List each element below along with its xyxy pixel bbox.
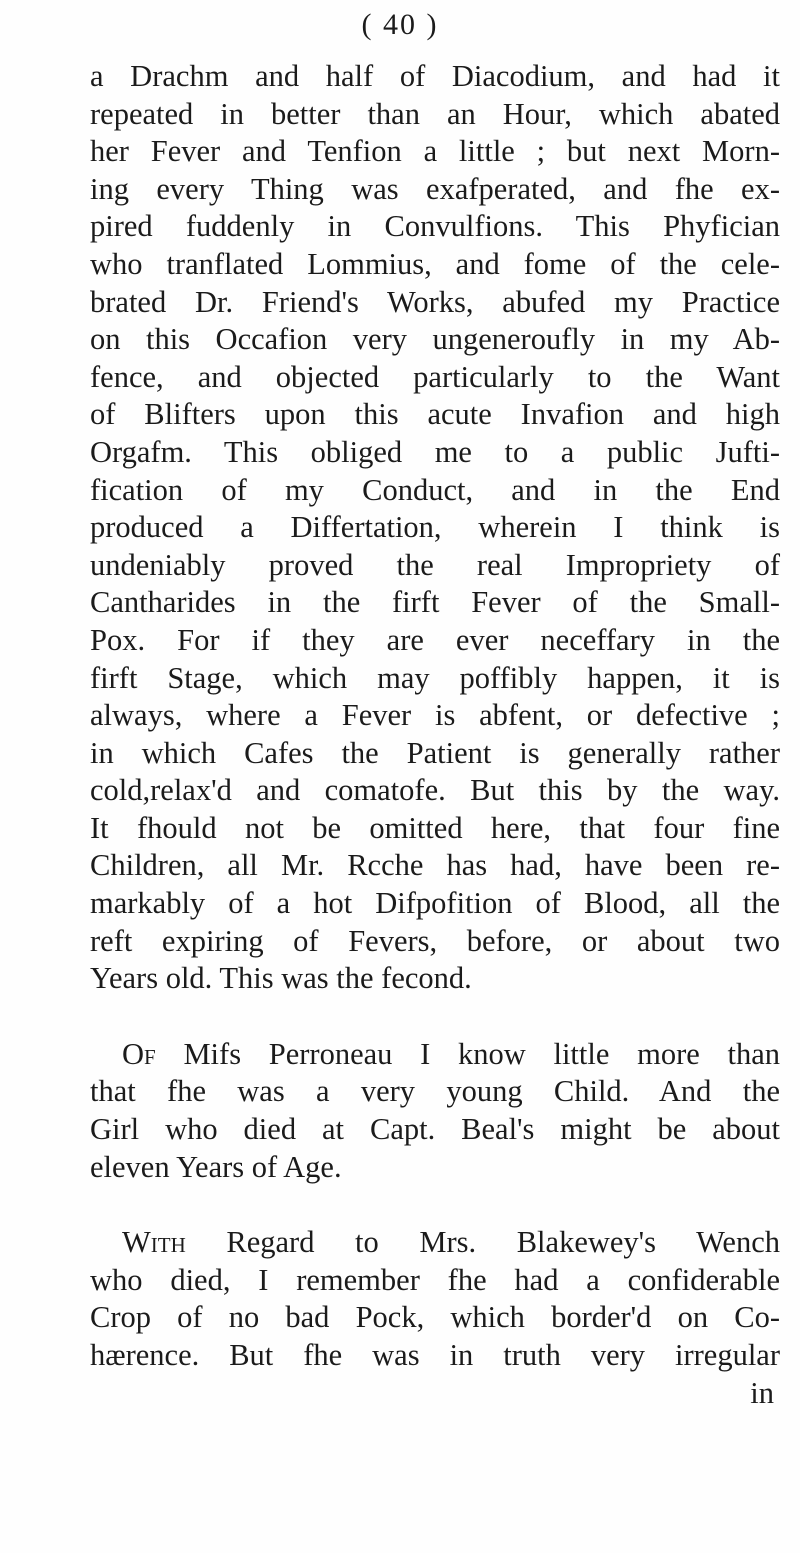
text-line: undeniably proved the real Impropriety of — [90, 547, 780, 582]
paragraph-1 — [90, 58, 780, 998]
text-line: Crop of no bad Pock, which border'd on Co- — [90, 1300, 780, 1335]
text-line: fication of my Conduct, and in the End — [90, 472, 780, 507]
lead-word: With — [122, 1225, 186, 1260]
page-number: ( 40 ) — [361, 8, 439, 41]
text-line: Children, all Mr. Rcche has had, have been re- — [90, 848, 780, 883]
lead-word: Of — [122, 1036, 156, 1071]
line-rest: Regard to Mrs. Blakewey's Wench — [226, 1225, 780, 1260]
text-line: hærence. But fhe was in truth very irregular — [90, 1338, 780, 1372]
text-line: Pox. For if they are ever neceffary in the — [90, 622, 780, 657]
text-line: ing every Thing was exafperated, and fhe ex- — [90, 171, 780, 206]
text-line: in which Cafes the Patient is generally rather — [90, 735, 780, 770]
text-line: repeated in better than an Hour, which abated — [90, 96, 780, 131]
paragraph-gap — [90, 1186, 780, 1224]
text-line: of Blifters upon this acute Invafion and high — [90, 397, 780, 432]
text-line: her Fever and Tenfion a little ; but next Morn- — [90, 134, 780, 169]
text-line: Girl who died at Capt. Beal's might be about — [90, 1112, 780, 1147]
text-line: markably of a hot Difpofition of Blood, all the — [90, 886, 780, 921]
paragraph-3 — [90, 1224, 780, 1374]
text-line: a Drachm and half of Diacodium, and had it — [90, 59, 780, 93]
text-line: fence, and objected particularly to the Want — [90, 359, 780, 394]
text-line: Orgafm. This obliged me to a public Jufti- — [90, 434, 780, 469]
catchword: in — [750, 1375, 774, 1410]
text-line: reft expiring of Fevers, before, or about two — [90, 923, 780, 958]
text-line: Cantharides in the firft Fever of the Small- — [90, 585, 780, 620]
text-line: brated Dr. Friend's Works, abufed my Practice — [90, 284, 780, 319]
body-text — [90, 58, 780, 1412]
text-line: always, where a Fever is abfent, or defective ; — [90, 698, 780, 733]
text-line: It fhould not be omitted here, that four fine — [90, 810, 780, 845]
text-line: eleven Years of Age. — [90, 1149, 342, 1184]
paragraph-2 — [90, 1036, 780, 1186]
text-line — [90, 1224, 780, 1262]
text-line: who tranflated Lommius, and fome of the cele- — [90, 246, 780, 281]
text-line: pired fuddenly in Convulfions. This Phyfician — [90, 209, 780, 244]
text-line: that fhe was a very young Child. And the — [90, 1074, 780, 1109]
text-line: firft Stage, which may poffibly happen, it is — [90, 660, 780, 695]
line-rest: Mifs Perroneau I know little more than — [183, 1036, 780, 1071]
text-line: cold,relax'd and comatofe. But this by the way. — [90, 773, 780, 808]
paragraph-gap — [90, 998, 780, 1036]
text-line: Years old. This was the fecond. — [90, 961, 472, 996]
text-line — [90, 1036, 780, 1074]
text-line: who died, I remember fhe had a confiderable — [90, 1262, 780, 1297]
text-line: on this Occafion very ungeneroufly in my Ab- — [90, 322, 780, 357]
text-line: produced a Differtation, wherein I think is — [90, 510, 780, 545]
